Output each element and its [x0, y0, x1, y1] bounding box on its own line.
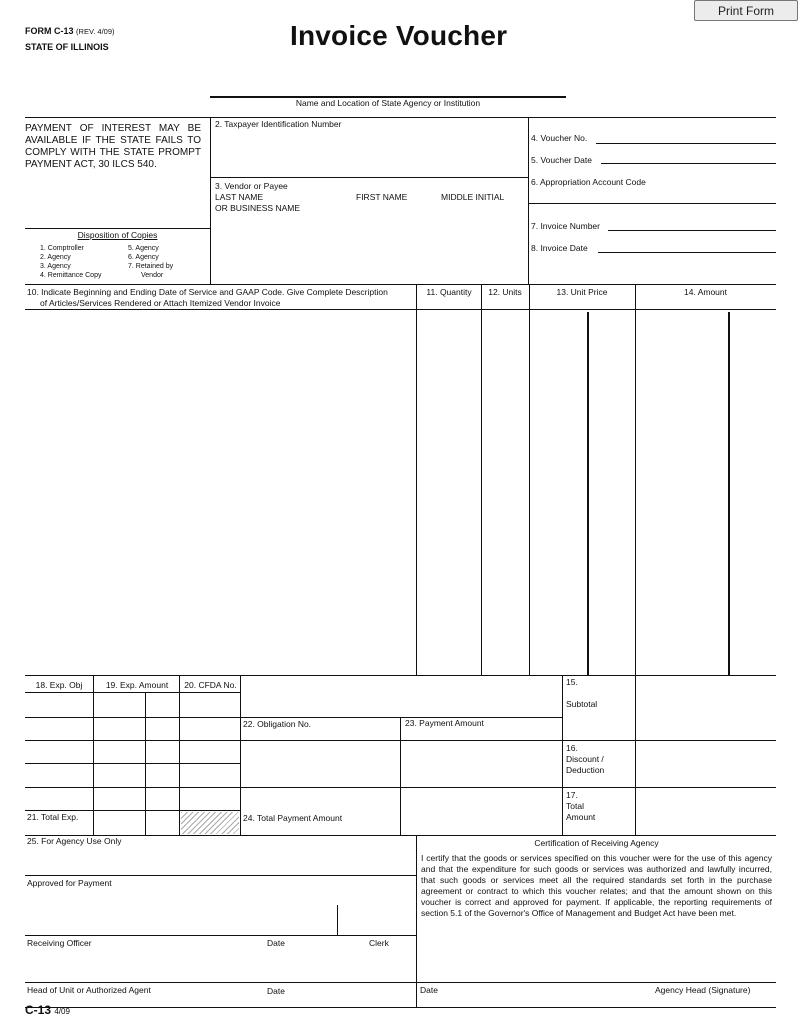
amount-header: 14. Amount	[683, 287, 727, 297]
total-payment-label: 24. Total Payment Amount	[243, 813, 343, 823]
signature-line[interactable]	[25, 935, 416, 936]
column-line	[179, 675, 180, 835]
voucher-date-label: 5. Voucher Date	[531, 155, 592, 165]
voucher-date-input[interactable]	[601, 163, 776, 164]
description-header-line: of Articles/Services Rendered or Attach Itemized Vendor Invoice	[40, 298, 281, 308]
disposition-item: 7. Retained by	[128, 263, 174, 270]
units-header: 12. Units	[488, 287, 522, 297]
divider	[25, 228, 210, 229]
invoice-number-input[interactable]	[608, 230, 776, 231]
column-line	[240, 675, 241, 835]
last-name-label: LAST NAME	[215, 192, 264, 202]
discount-input[interactable]	[636, 741, 775, 786]
description-header	[27, 287, 388, 309]
divider	[528, 117, 529, 284]
agency-head-label: Agency Head (Signature)	[655, 985, 751, 995]
top-block-bottom	[25, 284, 776, 285]
vendor-label: 3. Vendor or Payee	[215, 181, 288, 191]
form-id	[25, 26, 115, 37]
state-label: STATE OF ILLINOIS	[25, 42, 109, 52]
disposition-title: Disposition of Copies	[77, 230, 158, 240]
obligation-label: 22. Obligation No.	[243, 719, 312, 729]
form-code-text: C-13	[25, 1003, 52, 1017]
discount-text: Discount /	[566, 754, 604, 764]
certification-text: I certify that the goods or services specified on this voucher were for the use of this agency and that the expenditure for such goods or services was authorized and lawfully incurred, that such goods or services meet all the required standards set forth in the purchase agreement or contract to which this voucher relates; and that the amount shown on this voucher is correct and approved for payment. If applicable, the reporting requirements of section 5.1 of the Governor's Office of Management and Budget Act have been met.	[421, 853, 772, 918]
head-of-unit-label: Head of Unit or Authorized Agent	[27, 985, 151, 995]
units-input[interactable]	[482, 311, 528, 674]
taxpayer-id-input[interactable]	[211, 130, 527, 176]
disposition-item: 3. Agency	[40, 263, 71, 270]
divider	[337, 905, 338, 935]
approved-label: Approved for Payment	[27, 878, 112, 888]
expense-bottom-line	[25, 835, 776, 836]
deduction-text: Deduction	[566, 765, 605, 775]
unit-price-header: 13. Unit Price	[556, 287, 608, 297]
exp-obj-header: 18. Exp. Obj	[35, 680, 83, 690]
print-form-button[interactable]: Print Form	[694, 0, 798, 21]
discount-label	[566, 743, 604, 776]
top-block-border	[25, 117, 776, 118]
disposition-right	[128, 244, 173, 280]
column-line	[562, 675, 563, 835]
vendor-input[interactable]	[211, 215, 527, 283]
voucher-no-input[interactable]	[596, 143, 776, 144]
appropriation-label: 6. Appropriation Account Code	[531, 177, 646, 187]
page-title: Invoice Voucher	[290, 20, 508, 51]
date-label: Date	[267, 938, 285, 948]
signature-line[interactable]	[416, 982, 776, 983]
invoice-date-input[interactable]	[598, 252, 776, 253]
divider	[210, 177, 528, 178]
invoice-date-label: 8. Invoice Date	[531, 243, 588, 253]
subtotal-label	[566, 677, 597, 710]
row-line	[25, 875, 416, 876]
shaded-cell	[181, 812, 239, 834]
first-name-label: FIRST NAME	[356, 192, 408, 202]
subtotal-input[interactable]	[636, 676, 775, 739]
divider	[25, 692, 241, 693]
disposition-item: Vendor	[141, 272, 164, 279]
unit-price-input[interactable]	[530, 311, 634, 674]
cfda-header: 20. CFDA No.	[184, 680, 237, 690]
agency-name-label: Name and Location of State Agency or Institution	[295, 98, 481, 108]
exp-amount-header: 19. Exp. Amount	[105, 680, 169, 690]
taxpayer-id-label: 2. Taxpayer Identification Number	[215, 119, 342, 129]
discount-number: 16.	[566, 743, 578, 753]
quantity-header: 11. Quantity	[426, 287, 472, 297]
disposition-item: 2. Agency	[40, 254, 71, 261]
form-code	[25, 1003, 70, 1019]
certification-title: Certification of Receiving Agency	[534, 838, 659, 848]
signature-line[interactable]	[25, 982, 416, 983]
subtotal-number: 15.	[566, 677, 578, 687]
items-header-line	[25, 309, 776, 310]
total-amount-label	[566, 790, 595, 823]
appropriation-input[interactable]	[528, 203, 776, 204]
footer-bottom-line	[25, 1007, 776, 1008]
total-exp-label: 21. Total Exp.	[27, 812, 79, 822]
invoice-number-label: 7. Invoice Number	[531, 221, 600, 231]
form-revision: (REV. 4/09)	[76, 27, 115, 36]
interest-notice: PAYMENT OF INTEREST MAY BE AVAILABLE IF THE STATE FAILS TO COMPLY WITH THE STATE PROMPT PAYMENT ACT, 30 ILCS 540.	[25, 123, 201, 170]
amount-input[interactable]	[636, 311, 775, 674]
disposition-item: 5. Agency	[128, 245, 159, 252]
disposition-item: 6. Agency	[128, 254, 159, 261]
column-line	[400, 717, 401, 835]
quantity-input[interactable]	[417, 311, 480, 674]
row-line	[25, 810, 240, 811]
total-amount-input[interactable]	[636, 788, 775, 834]
column-line	[93, 675, 94, 835]
description-input[interactable]	[26, 311, 415, 674]
clerk-label: Clerk	[369, 938, 389, 948]
total-number: 17.	[566, 790, 578, 800]
disposition-item: 1. Comptroller	[40, 245, 84, 252]
payment-amount-label: 23. Payment Amount	[405, 718, 484, 728]
date-label-2: Date	[267, 986, 285, 996]
date-label-3: Date	[420, 985, 438, 995]
disposition-left	[40, 244, 101, 280]
total-text: Total	[566, 801, 584, 811]
description-header-line: 10. Indicate Beginning and Ending Date of Service and GAAP Code. Give Complete Description	[27, 287, 388, 297]
total-amount-text: Amount	[566, 812, 596, 822]
subtotal-text: Subtotal	[566, 699, 598, 709]
row-line	[25, 763, 240, 764]
voucher-no-label: 4. Voucher No.	[531, 133, 588, 143]
business-name-label: OR BUSINESS NAME	[215, 203, 301, 213]
middle-initial-label: MIDDLE INITIAL	[441, 192, 505, 202]
receiving-officer-label: Receiving Officer	[27, 938, 92, 948]
agency-use-label: 25. For Agency Use Only	[27, 836, 122, 846]
form-code-date: 4/09	[54, 1007, 70, 1016]
disposition-item: 4. Remittance Copy	[40, 272, 102, 279]
form-id-text: FORM C-13	[25, 26, 74, 36]
